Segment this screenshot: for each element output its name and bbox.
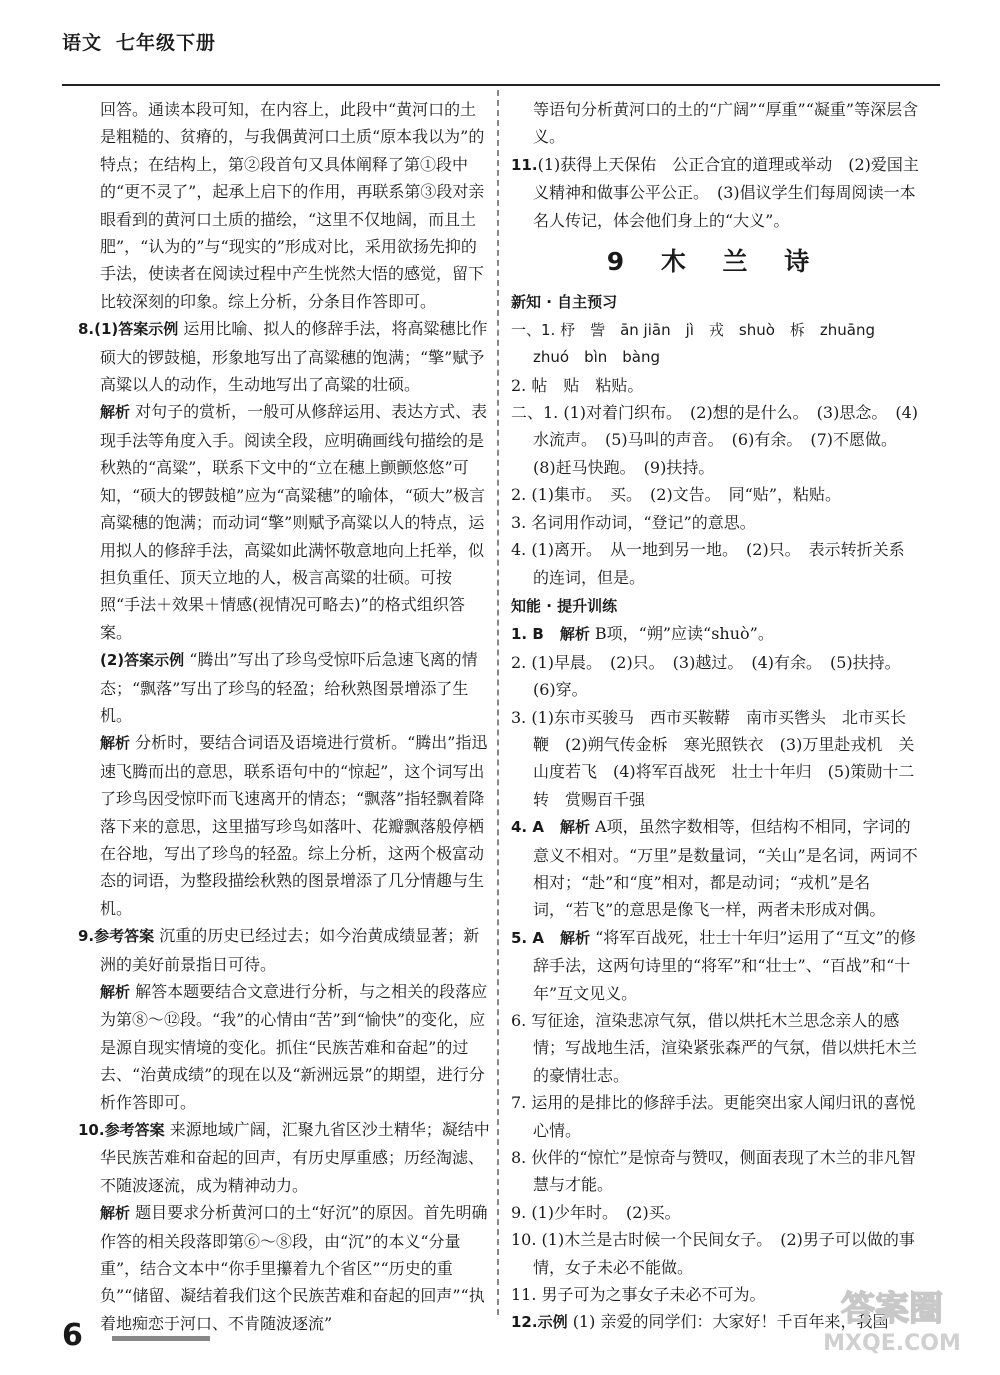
training-item-6: 6. 写征途，渲染悲凉气氛，借以烘托木兰思念亲人的感情；写战地生活，渲染紧张森严的气氛，借以烘托木兰的豪情壮志。 bbox=[511, 1011, 918, 1085]
lesson-title: 9 木 兰 诗 bbox=[606, 247, 824, 277]
continued-analysis: 等语句分析黄河口的土的“广阔”“厚重”“凝重”等深层含义。 bbox=[533, 100, 919, 147]
question-10-answer: 10.参考答案 来源地域广阔，汇聚九省区沙土精华；凝结中华民族苦难和奋起的回声，有历史厚重感；历经淘滤、不随波逐流，成为精神动力。 bbox=[78, 1120, 490, 1195]
question-8-answer-2: (2)答案示例 “腾出”写出了珍鸟受惊吓后急速飞离的情态；“飘落”写出了珍鸟的轻盈；给秋熟图景增添了生机。 bbox=[100, 650, 478, 725]
preview-item-1: 一、1. 杼 訾 ān jiān jì 戎 shuò 柝 zhuāng zhuó bìn bàng bbox=[511, 320, 891, 367]
page-number: 6 bbox=[62, 1318, 83, 1353]
preview-item-3: 二、1. (1)对着门织布。 (2)想的是什么。 (3)思念。 (4)水流声。 (5)马叫的声音。 (6)有余。 (7)不愿做。 (8)赶马快跑。 (9)扶持。 bbox=[511, 403, 919, 477]
training-item-4: 4. A 解析 A项，虽然字数相等，但结构不相同，字词的意义不相对。“万里”是数量词，“关山”是名词，两词不相对；“赴”和“度”相对，都是动词；“戎机”是名词，“若飞”的意思是像飞一样，两者未形成对偶。 bbox=[511, 817, 918, 920]
page-header bbox=[62, 28, 216, 55]
question-8-analysis: 解析 对句子的赏析，一般可从修辞运用、表达方式、表现手法等角度入手。阅读全段，应明确画线句描绘的是秋熟的“高粱”，联系下文中的“立在穗上颤颤悠悠”可知，“硕大的锣鼓槌”应为“高粱穗”的喻体，“硕大”极言高粱穗的饱满；而动词“擎”则赋予高粱以人的特点，运用拟人的修辞手法，高粱如此满怀敬意地向上托举，似担负重任、顶天立地的人，极言高粱的壮硕。可按照“手法＋效果＋情感(视情况可略去)”的格式组织答案。 bbox=[100, 402, 488, 642]
watermark-url: MXQE.COM bbox=[823, 1331, 961, 1356]
header-rule bbox=[62, 84, 940, 86]
subject-label: 语文 bbox=[62, 32, 103, 54]
section-training-heading: 知能 · 提升训练 bbox=[511, 596, 618, 615]
preview-item-6: 4. (1)离开。 从一地到另一地。 (2)只。 表示转折关系的连词，但是。 bbox=[511, 540, 905, 587]
preview-item-4: 2. (1)集市。 买。 (2)文告。 同“贴”，粘贴。 bbox=[511, 485, 842, 505]
question-11-answer: 11.(1)获得上天保佑 公正合宜的道理或举动 (2)爱国主义精神和做事公平公正。 (3)倡议学生们每周阅读一本名人传记，体会他们身上的“大义”。 bbox=[511, 154, 919, 230]
question-8-answer: 8.(1)答案示例 运用比喻、拟人的修辞手法，将高粱穗比作硕大的锣鼓槌，形象地写出了高粱穗的饱满；“擎”赋予高粱以人的动作，生动地写出了高粱的壮硕。 bbox=[78, 319, 488, 395]
preview-item-2: 2. 帖 贴 粘贴。 bbox=[511, 375, 644, 395]
training-item-3: 3. (1)东市买骏马 西市买鞍鞯 南市买辔头 北市买长鞭 (2)朔气传金柝 寒光照铁衣 (3)万里赴戎机 关山度若飞 (4)将军百战死 壮士十年归 (5)策勋十二转 赏赐百千强 bbox=[511, 707, 915, 809]
question-9-analysis: 解析 解答本题要结合文意进行分析，与之相关的段落应为第⑧～⑫段。“我”的心情由“苦”到“愉快”的变化，应是源自现实情境的变化。抓住“民族苦难和奋起”的过去、“治黄成绩”的现在以及“新洲远景”的期望，进行分析作答即可。 bbox=[100, 982, 488, 1112]
training-item-7: 7. 运用的是排比的修辞手法。更能突出家人闻归讯的喜悦心情。 bbox=[511, 1093, 916, 1140]
grade-label: 七年级下册 bbox=[116, 32, 217, 54]
left-column bbox=[78, 96, 490, 1337]
training-item-1: 1. B 解析 B项，“朔”应读“shuò”。 bbox=[511, 624, 774, 644]
right-column bbox=[511, 96, 919, 1337]
page-number-bar bbox=[112, 1336, 210, 1341]
answer-paragraph: 回答。通读本段可知，在内容上，此段中“黄河口的土是粗糙的、贫瘠的，与我偶黄河口土质“原本我以为”的特点；在结构上，第②段首句又具体阐释了第①段中的“更不灵了”，起承上启下的作用，再联系第③段对亲眼看到的黄河口土质的描绘，“这里不仅地阔，而且土肥”，“认为的”与“现实的”形成对比，采用欲扬先抑的手法，使读者在阅读过程中产生恍然大悟的感觉，留下比较深刻的印象。综上分析，分条目作答即可。 bbox=[100, 100, 485, 311]
training-item-2: 2. (1)早晨。 (2)只。 (3)越过。 (4)有余。 (5)扶持。 (6)穿。 bbox=[511, 652, 909, 700]
training-item-8: 8. 伙伴的“惊忙”是惊奇与赞叹，侧面表现了木兰的非凡智慧与才能。 bbox=[511, 1148, 916, 1195]
training-item-10: 10. (1)木兰是古时候一个民间女子。 (2)男子可以做的事情，女子未必不能做。 bbox=[511, 1230, 915, 1277]
question-9-answer: 9.参考答案 沉重的历史已经过去；如今治黄成绩显著；新洲的美好前景指日可待。 bbox=[78, 926, 480, 974]
question-10-analysis: 解析 题目要求分析黄河口的土“好沉”的原因。首先明确作答的相关段落即第⑥～⑧段，由“沉”的本义“分量重”，结合文本中“你手里攥着九个省区”“历史的重负”“储留、凝结着我们这个民族苦难和奋起的回声”“执着地痴恋于河口、不肯随波逐流” bbox=[100, 1203, 488, 1333]
column-divider bbox=[497, 90, 499, 1315]
training-item-9: 9. (1)少年时。 (2)买。 bbox=[511, 1202, 681, 1222]
training-item-5: 5. A 解析 “将军百战死，壮士十年归”运用了“互文”的修辞手法，这两句诗里的“将军”和“壮士”、“百战”和“十年”互文见义。 bbox=[511, 927, 916, 1003]
watermark-logo bbox=[812, 1280, 972, 1360]
preview-item-5: 3. 名词用作动词，“登记”的意思。 bbox=[511, 512, 756, 532]
watermark-text: 答案圈 bbox=[841, 1289, 943, 1329]
training-item-12: 12.示例 (1) 亲爱的同学们：大家好！千百年来，我国 bbox=[511, 1312, 889, 1332]
question-8-analysis-2: 解析 分析时，要结合词语及语境进行赏析。“腾出”指迅速飞腾而出的意思，联系语句中的“惊起”，这个词写出了珍鸟因受惊吓而飞速离开的情态；“飘落”指轻飘着降落下来的意思，这里描写珍鸟如落叶、花瓣飘落般停栖在谷地，写出了珍鸟的轻盈。综上分析，这两个极富动态的词语，为整段描绘秋熟的图景增添了几分情趣与生机。 bbox=[100, 733, 488, 918]
section-preview-heading: 新知 · 自主预习 bbox=[511, 293, 618, 312]
training-item-11: 11. 男子可为之事女子未必不可为。 bbox=[511, 1285, 766, 1305]
